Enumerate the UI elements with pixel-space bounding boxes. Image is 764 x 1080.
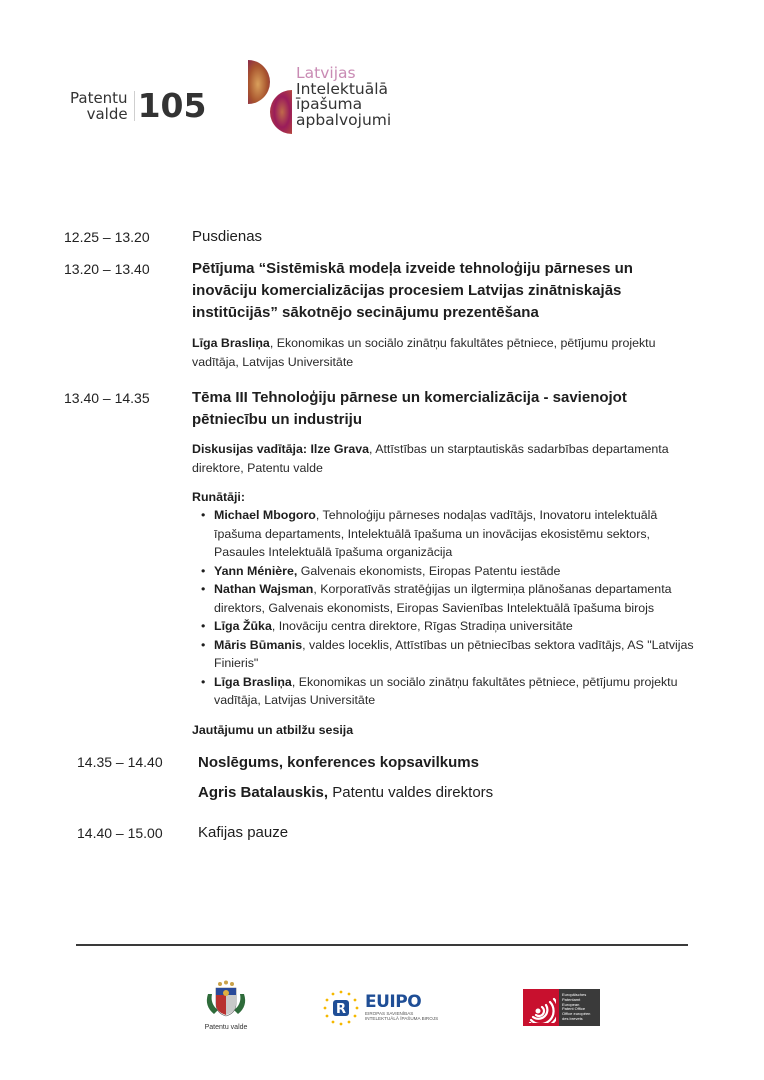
agenda-content (198, 752, 703, 803)
epo-line: Patent Office (562, 1007, 600, 1012)
agenda-title: Pusdienas (192, 227, 697, 247)
epo-line: des brevets (562, 1017, 600, 1022)
euipo-wordmark (365, 994, 438, 1021)
award-line: Latvijas (296, 66, 391, 82)
epo-logo (523, 989, 600, 1026)
agenda-time: 14.35 – 14.40 (77, 754, 163, 770)
svg-text:R: R (336, 1002, 346, 1017)
euipo-title: EUIPO (365, 994, 438, 1011)
euipo-logo (322, 988, 442, 1028)
epo-emblem-icon (523, 989, 559, 1026)
speaker-name: Līga Brasliņa (192, 336, 270, 350)
epo-line: European (562, 1003, 600, 1008)
speaker-list-item (214, 506, 697, 562)
agenda-title: Noslēgums, konferences kopsavilkums (198, 752, 703, 774)
speaker-list-item (214, 617, 697, 636)
moderator-role: , Attīstības un starptautiskās sadarbības departamenta direktore, Patentu valde (192, 442, 669, 475)
anniversary-number: 105 (138, 86, 207, 125)
eu-stars-r-icon (322, 989, 360, 1027)
award-wordmark (296, 66, 391, 136)
euipo-caption-line: EIROPAS SAVIENĪBAS (365, 1012, 438, 1017)
speaker-name: Michael Mbogoro (214, 508, 316, 522)
speaker-name: Nathan Wajsman (214, 582, 313, 596)
agenda-time: 12.25 – 13.20 (64, 229, 150, 245)
qa-session-label: Jautājumu un atbilžu sesija (192, 721, 697, 739)
speaker-role: , valdes loceklis, Attīstības un pētniecības sektora vadītājs, AS "Latvijas Finieris" (214, 638, 694, 671)
speaker-name: Līga Žūka (214, 619, 272, 633)
agenda-content (192, 227, 697, 247)
logo-divider (134, 91, 135, 121)
ip-awards-logo (246, 60, 391, 136)
patentu-valde-caption: Patentu valde (200, 1024, 252, 1031)
agenda-title: Tēma III Tehnoloģiju pārnese un komercializācija - savienojot pētniecību un industriju (192, 387, 697, 431)
epo-line: Office européen (562, 1012, 600, 1017)
latvia-coat-of-arms-icon (200, 980, 252, 1018)
patentu-valde-105-logo (70, 86, 206, 125)
speaker-line (198, 783, 703, 803)
award-line: Intelektuālā (296, 82, 391, 98)
agenda-title: Pētījuma “Sistēmiskā modeļa izveide tehnoloģiju pārneses un inovāciju komercializācijas procesiem Latvijas zinātniskajās institūcijās” sākotnējo secinājumu prezentēšana (192, 258, 697, 324)
epo-text-block (559, 989, 600, 1026)
logo-line: valde (70, 106, 128, 122)
patentu-valde-footer-logo (200, 980, 252, 1031)
footer-divider (76, 944, 688, 946)
agenda-content (192, 258, 697, 371)
speaker-name: Māris Būmanis (214, 638, 302, 652)
award-line: apbalvojumi (296, 113, 391, 129)
moderator-label: Diskusijas vadītāja: Ilze Grava (192, 442, 369, 456)
euipo-caption-line: INTELEKTUĀLĀ ĪPAŠUMA BIROJS (365, 1017, 438, 1022)
moderator-line (192, 440, 697, 477)
patentu-valde-wordmark (70, 90, 128, 122)
speaker-line (192, 334, 697, 371)
agenda-title: Kafijas pauze (198, 823, 703, 843)
agenda-time: 13.40 – 14.35 (64, 390, 150, 406)
speakers-list (192, 506, 697, 710)
agenda-time: 14.40 – 15.00 (77, 825, 163, 841)
agenda-time: 13.20 – 13.40 (64, 261, 150, 277)
speaker-role: , Ekonomikas un sociālo zinātņu fakultātes pētniece, pētījumu projektu vadītāja, Latvijas Universitāte (214, 675, 678, 708)
speaker-list-item (214, 562, 697, 581)
award-line: īpašuma (296, 97, 391, 113)
epo-line: Europäisches (562, 993, 600, 998)
agenda-content (192, 387, 697, 739)
speaker-role: , Tehnoloģiju pārneses nodaļas vadītājs, Inovatoru intelektuālā īpašuma departaments, Intelektuālā īpašuma un inovācijas ekosistēmu sektors, Pasaules Intelektuālā īpašuma organizācija (214, 508, 657, 559)
agenda-content (198, 823, 703, 843)
speaker-name: Agris Batalauskis, (198, 784, 328, 801)
speaker-name: Yann Ménière, (214, 564, 297, 578)
speaker-role: Patentu valdes direktors (328, 784, 493, 801)
speaker-name: Līga Brasliņa (214, 675, 292, 689)
speaker-list-item (214, 580, 697, 617)
speaker-list-item (214, 673, 697, 710)
speaker-role: , Inovāciju centra direktore, Rīgas Stradiņa universitāte (272, 619, 573, 633)
speaker-role: , Korporatīvās stratēģijas un ilgtermiņa plānošanas departamenta direktors, Galvenais ekonomists, Eiropas Savienības Intelektuālā īpašuma birojs (214, 582, 672, 615)
speaker-list-item (214, 636, 697, 673)
speakers-label: Runātāji: (192, 488, 697, 506)
epo-line: Patentamt (562, 998, 600, 1003)
logo-line: Patentu (70, 90, 128, 106)
speaker-role: , Ekonomikas un sociālo zinātņu fakultātes pētniece, pētījumu projektu vadītāja, Latvijas Universitāte (192, 336, 656, 369)
award-emblem-icon (246, 60, 294, 136)
speaker-role: Galvenais ekonomists, Eiropas Patentu iestāde (297, 564, 560, 578)
